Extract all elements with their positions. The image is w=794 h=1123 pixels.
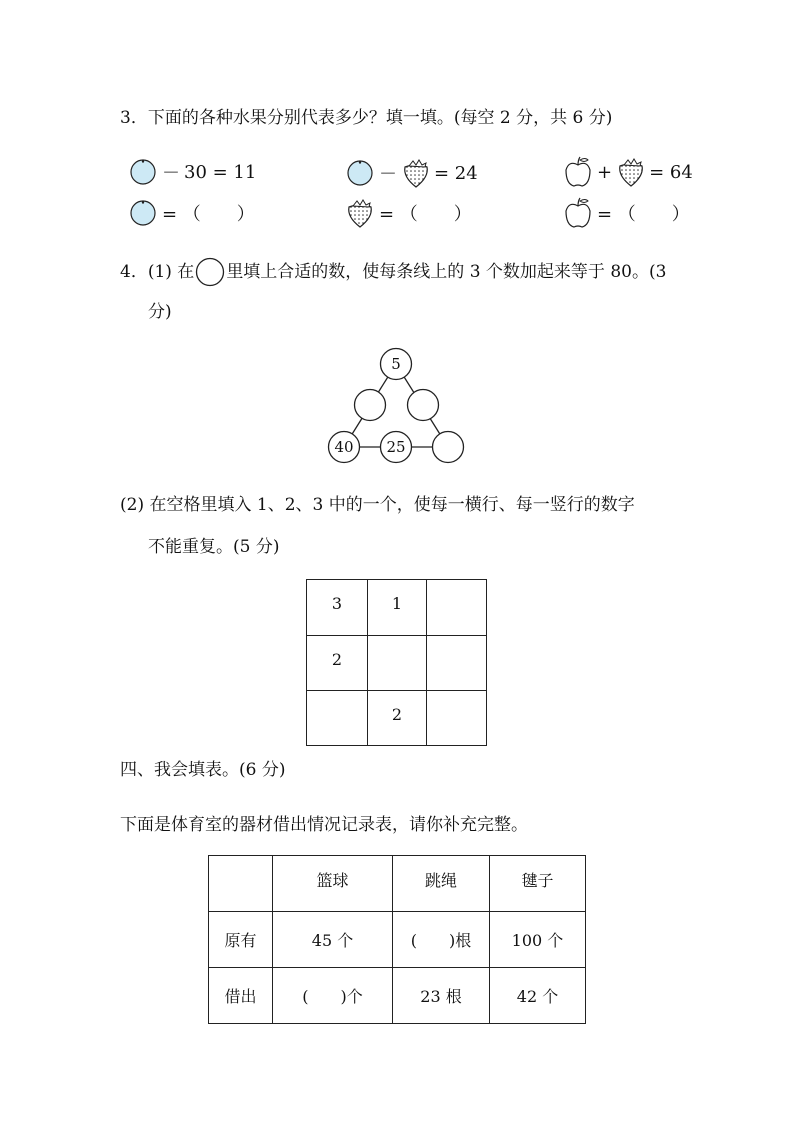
q3-ans2 [345,197,472,229]
orange-icon [128,157,158,187]
table-row-label: 原有 [209,912,273,968]
q4-part2-line2: 不能重复。(5 分) [148,537,280,557]
grid-cell: 2 [368,691,427,746]
triangle-node-right-mid[interactable] [408,390,439,421]
table-header-cell: 篮球 [273,856,393,912]
table-row-label: 借出 [209,968,273,1024]
number-triangle [320,345,480,470]
sudoku-grid [306,579,487,746]
grid-cell: 1 [368,580,427,636]
grid-cell[interactable] [427,580,487,636]
q3-ans3-blank[interactable]: = （ ） [597,204,690,225]
q3-eq2 [345,157,478,189]
table-header-row [209,856,586,912]
grid-cell[interactable] [427,636,487,691]
orange-icon [128,198,158,228]
q3-ans3 [563,197,690,229]
q4-part1-prefix: 4．(1) 在 [120,262,195,282]
strawberry-icon [345,197,375,229]
q3-eq1-rhs: 30 = 11 [184,161,257,183]
table-cell-blank[interactable]: ( )个 [273,968,393,1024]
q3-eq3-plus: + [597,161,613,183]
triangle-node-left-mid[interactable] [355,390,386,421]
equipment-table [208,855,586,1024]
grid-cell: 3 [307,580,368,636]
q3-eq1 [128,157,256,187]
table-header-cell: 毽子 [490,856,586,912]
triangle-node-bottom-right[interactable] [433,432,464,463]
q3-eq1-minus: － [162,163,180,184]
strawberry-icon [401,157,431,189]
triangle-bottom-left-value: 40 [334,438,354,456]
table-row [209,912,586,968]
table-cell-blank[interactable]: ( )根 [393,912,490,968]
q3-ans1 [128,198,255,228]
strawberry-icon [616,156,646,188]
q4-part1-suffix: 里填上合适的数，使每条线上的 3 个数加起来等于 80。(3 [226,262,667,282]
table-header-cell: 跳绳 [393,856,490,912]
q4-part2-line1: (2) 在空格里填入 1、2、3 中的一个，使每一横行、每一竖行的数字 [120,495,635,515]
q3-ans2-blank[interactable]: = （ ） [379,204,472,225]
table-cell: 100 个 [490,912,586,968]
grid-cell[interactable] [427,691,487,746]
triangle-bottom-mid-value: 25 [386,438,406,456]
triangle-top-value: 5 [391,355,401,373]
apple-icon [563,197,593,229]
section4-desc: 下面是体育室的器材借出情况记录表，请你补充完整。 [120,815,528,835]
q3-eq3-rhs: = 64 [649,161,693,183]
q4-part1 [120,257,666,287]
orange-icon [345,158,375,188]
table-header-cell [209,856,273,912]
apple-icon [563,156,593,188]
circle-icon [195,257,225,287]
q3-eq2-rhs: = 24 [434,162,478,184]
table-cell: 23 根 [393,968,490,1024]
q3-title: 3．下面的各种水果分别代表多少？填一填。(每空 2 分，共 6 分) [120,108,613,128]
table-row [209,968,586,1024]
table-cell: 45 个 [273,912,393,968]
grid-cell[interactable] [368,636,427,691]
q3-ans1-blank[interactable]: = （ ） [162,204,255,225]
q3-eq3 [563,156,693,188]
table-cell: 42 个 [490,968,586,1024]
grid-cell[interactable] [307,691,368,746]
q3-eq2-minus: － [379,164,397,185]
section4-title: 四、我会填表。(6 分) [120,760,286,780]
q4-part1-cont: 分) [148,302,172,322]
grid-cell: 2 [307,636,368,691]
